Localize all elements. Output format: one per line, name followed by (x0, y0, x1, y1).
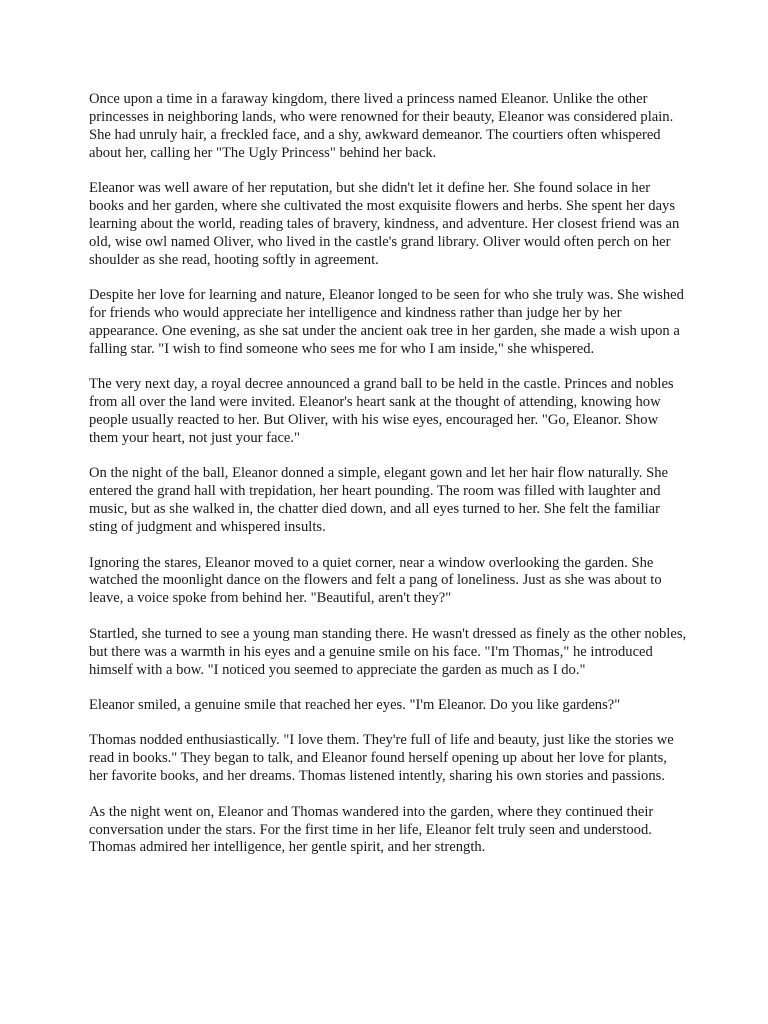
paragraph: Eleanor smiled, a genuine smile that reached her eyes. "I'm Eleanor. Do you like gardens?" (89, 696, 621, 713)
paragraph: The very next day, a royal decree announced a grand ball to be held in the castle. Princes and nobles from all over the land were invited. Eleanor's heart sank at the thought of attending, knowing how people usually reacted to her. But Oliver, with his wise eyes, encouraged her. "Go, Eleanor. Show them your heart, not just your face." (89, 376, 674, 446)
paragraph: Thomas nodded enthusiastically. "I love them. They're full of life and beauty, just like the stories we read in books." They began to talk, and Eleanor found herself opening up about her love for plants, her favorite books, and her dreams. Thomas listened intently, sharing his own stories and passions. (89, 732, 674, 785)
paragraph: Ignoring the stares, Eleanor moved to a quiet corner, near a window overlooking the garden. She watched the moonlight dance on the flowers and felt a pang of loneliness. Just as she was about to leave, a voice spoke from behind her. "Beautiful, aren't they?" (89, 554, 662, 607)
paragraph: On the night of the ball, Eleanor donned a simple, elegant gown and let her hair flow naturally. She entered the grand hall with trepidation, her heart pounding. The room was filled with laughter and music, but as she walked in, the chatter died down, and all eyes turned to her. She felt the familiar sting of judgment and whispered insults. (89, 465, 668, 536)
paragraph: Despite her love for learning and nature, Eleanor longed to be seen for who she truly was. She wished for friends who would appreciate her intelligence and kindness rather than judge her by her appearance. One evening, as she sat under the ancient oak tree in her garden, she made a wish upon a falling star. "I wish to find someone who sees me for who I am inside," she whispered. (89, 287, 684, 357)
paragraph: Once upon a time in a faraway kingdom, there lived a princess named Eleanor. Unlike the other princesses in neighboring lands, who were renowned for their beauty, Eleanor was considered plain. She had unruly hair, a freckled face, and a shy, awkward demeanor. The courtiers often whispered about her, calling her "The Ugly Princess" behind her back. (89, 91, 674, 161)
paragraph: As the night went on, Eleanor and Thomas wandered into the garden, where they continued their conversation under the stars. For the first time in her life, Eleanor felt truly seen and understood. Thomas admired her intelligence, her gentle spirit, and her strength. (89, 803, 654, 856)
paragraph: Startled, she turned to see a young man standing there. He wasn't dressed as finely as the other nobles, but there was a warmth in his eyes and a genuine smile on his face. "I'm Thomas," he introduced himself with a bow. "I noticed you seemed to appreciate the garden as much as I do." (89, 625, 687, 678)
story-text (89, 91, 688, 857)
paragraph: Eleanor was well aware of her reputation, but she didn't let it define her. She found solace in her books and her garden, where she cultivated the most exquisite flowers and herbs. She spent her days learning about the world, reading tales of bravery, kindness, and adventure. Her closest friend was an old, wise owl named Oliver, who lived in the castle's grand library. Oliver would often perch on her shoulder as she read, hooting softly in agreement. (89, 180, 680, 268)
